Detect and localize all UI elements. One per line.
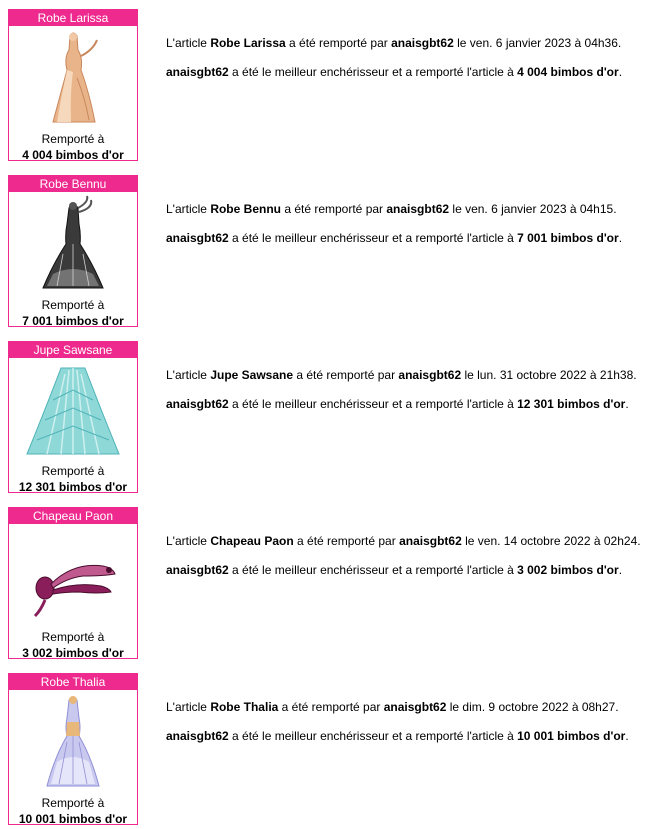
won-sentence: L'article Chapeau Paon a été remporté par anaisgbt62 le ven. 14 octobre 2022 à 02h24. (166, 534, 641, 548)
price-caption (9, 297, 137, 329)
won-label: Remporté à (41, 464, 105, 478)
entry-description (166, 699, 656, 757)
bid-sentence: anaisgbt62 a été le meilleur enchérisseur et a remporté l'article à 4 004 bimbos d'or. (166, 65, 623, 79)
auction-entry (8, 673, 648, 827)
skirt-teal-icon (23, 360, 123, 458)
won-sentence: L'article Robe Bennu a été remporté par anaisgbt62 le ven. 6 janvier 2023 à 04h15. (166, 202, 617, 216)
price-value: 7 001 bimbos d'or (517, 231, 619, 245)
price-caption (9, 463, 137, 495)
dress-peach-icon (23, 28, 123, 126)
item-card-title: Robe Bennu (9, 176, 137, 192)
winner-name: anaisgbt62 (166, 65, 229, 79)
winner-name: anaisgbt62 (166, 231, 229, 245)
bid-sentence: anaisgbt62 a été le meilleur enchérisseur et a remporté l'article à 3 002 bimbos d'or. (166, 563, 623, 577)
item-name: Jupe Sawsane (210, 368, 294, 382)
price-value: 10 001 bimbos d'or (517, 729, 626, 743)
bid-sentence: anaisgbt62 a été le meilleur enchérisseur et a remporté l'article à 7 001 bimbos d'or. (166, 231, 623, 245)
winner-name: anaisgbt62 (166, 729, 229, 743)
price-value: 12 301 bimbos d'or (517, 397, 626, 411)
item-card[interactable] (8, 673, 138, 825)
item-card-title: Jupe Sawsane (9, 342, 137, 358)
item-name: Robe Larissa (210, 36, 286, 50)
item-card[interactable] (8, 9, 138, 161)
price-caption (9, 629, 137, 661)
dress-black-icon (23, 194, 123, 292)
winner-name: anaisgbt62 (383, 700, 447, 714)
auction-entry (8, 341, 648, 495)
item-card[interactable] (8, 507, 138, 659)
winner-name: anaisgbt62 (166, 563, 229, 577)
dress-lilac-icon (23, 692, 123, 790)
price-value: 4 004 bimbos d'or (22, 148, 124, 162)
entry-description (166, 35, 656, 93)
won-label: Remporté à (41, 132, 105, 146)
won-sentence: L'article Robe Thalia a été remporté par anaisgbt62 le dim. 9 octobre 2022 à 08h27. (166, 700, 619, 714)
price-caption (9, 131, 137, 163)
bid-sentence: anaisgbt62 a été le meilleur enchérisseur et a remporté l'article à 10 001 bimbos d'or. (166, 729, 629, 743)
winner-name: anaisgbt62 (386, 202, 450, 216)
winner-name: anaisgbt62 (398, 368, 462, 382)
entry-description (166, 201, 656, 259)
price-value: 4 004 bimbos d'or (517, 65, 619, 79)
auction-entry (8, 175, 648, 329)
item-name: Chapeau Paon (210, 534, 294, 548)
entry-description (166, 533, 656, 591)
bid-sentence: anaisgbt62 a été le meilleur enchérisseur et a remporté l'article à 12 301 bimbos d'or. (166, 397, 629, 411)
price-caption (9, 795, 137, 827)
auction-entry (8, 507, 648, 661)
price-value: 12 301 bimbos d'or (18, 480, 128, 494)
won-sentence: L'article Robe Larissa a été remporté par anaisgbt62 le ven. 6 janvier 2023 à 04h36. (166, 36, 622, 50)
entry-description (166, 367, 656, 425)
peacock-hat-icon (23, 526, 123, 624)
item-card[interactable] (8, 341, 138, 493)
price-value: 7 001 bimbos d'or (22, 314, 124, 328)
item-name: Robe Thalia (210, 700, 279, 714)
item-card-title: Robe Larissa (9, 10, 137, 26)
won-sentence: L'article Jupe Sawsane a été remporté par anaisgbt62 le lun. 31 octobre 2022 à 21h38. (166, 368, 637, 382)
winner-name: anaisgbt62 (391, 36, 454, 50)
won-label: Remporté à (41, 630, 105, 644)
price-value: 3 002 bimbos d'or (22, 646, 124, 660)
item-card[interactable] (8, 175, 138, 327)
winner-name: anaisgbt62 (399, 534, 462, 548)
item-name: Robe Bennu (210, 202, 281, 216)
price-value: 10 001 bimbos d'or (18, 812, 128, 826)
item-card-title: Robe Thalia (9, 674, 137, 690)
item-card-title: Chapeau Paon (9, 508, 137, 524)
winner-name: anaisgbt62 (166, 397, 229, 411)
price-value: 3 002 bimbos d'or (517, 563, 619, 577)
won-label: Remporté à (41, 298, 105, 312)
won-label: Remporté à (41, 796, 105, 810)
auction-entry (8, 9, 648, 163)
